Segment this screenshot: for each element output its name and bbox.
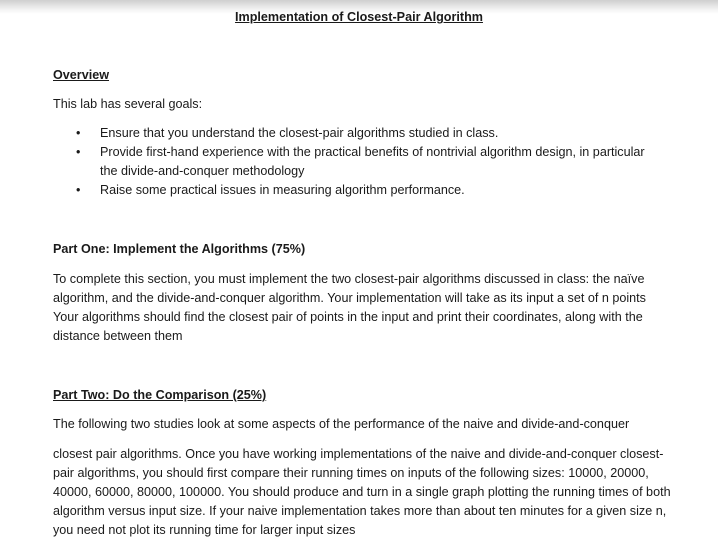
part-two-intro: The following two studies look at some aspects of the performance of the naive and divide-and-conquer	[53, 417, 630, 431]
list-item	[53, 124, 653, 143]
part-two-body: closest pair algorithms. Once you have working implementations of the naive and divide-and-conquer closest-pair algorithms, you should first compare their running times on inputs of the following sizes: 10000, 20000, 40000, 60000, 80000, 100000. You should produce and turn in a single graph plotting the running times of both algorithm versus input size. If your naive implementation takes more than about ten minutes for a given size n, you need not plot its running time for larger input sizes	[53, 447, 671, 537]
document-title: Implementation of Closest-Pair Algorithm	[235, 10, 483, 24]
list-item	[53, 181, 653, 200]
list-item-text: Ensure that you understand the closest-pair algorithms studied in class.	[100, 126, 499, 140]
part-one-heading: Part One: Implement the Algorithms (75%)	[53, 242, 306, 256]
part-two-heading: Part Two: Do the Comparison (25%)	[53, 388, 267, 402]
part-one-body: To complete this section, you must implement the two closest-pair algorithms discussed in class: the naïve algorithm, and the divide-and-conquer algorithm. Your implementation will take as its input a set of n points Your algorithms should find the closest pair of points in the input and print their coordinates, along with the distance between them	[53, 272, 646, 343]
list-item	[53, 143, 653, 181]
bullet-icon: •	[76, 126, 81, 140]
overview-intro: This lab has several goals:	[53, 97, 203, 111]
bullet-icon: •	[76, 183, 81, 197]
list-item-text: Provide first-hand experience with the practical benefits of nontrivial algorithm design, in particular the divide-and-conquer methodology	[100, 145, 645, 178]
list-item-text: Raise some practical issues in measuring algorithm performance.	[100, 183, 465, 197]
bullet-icon: •	[76, 145, 81, 159]
goals-list	[53, 124, 653, 200]
overview-heading: Overview	[53, 68, 110, 82]
